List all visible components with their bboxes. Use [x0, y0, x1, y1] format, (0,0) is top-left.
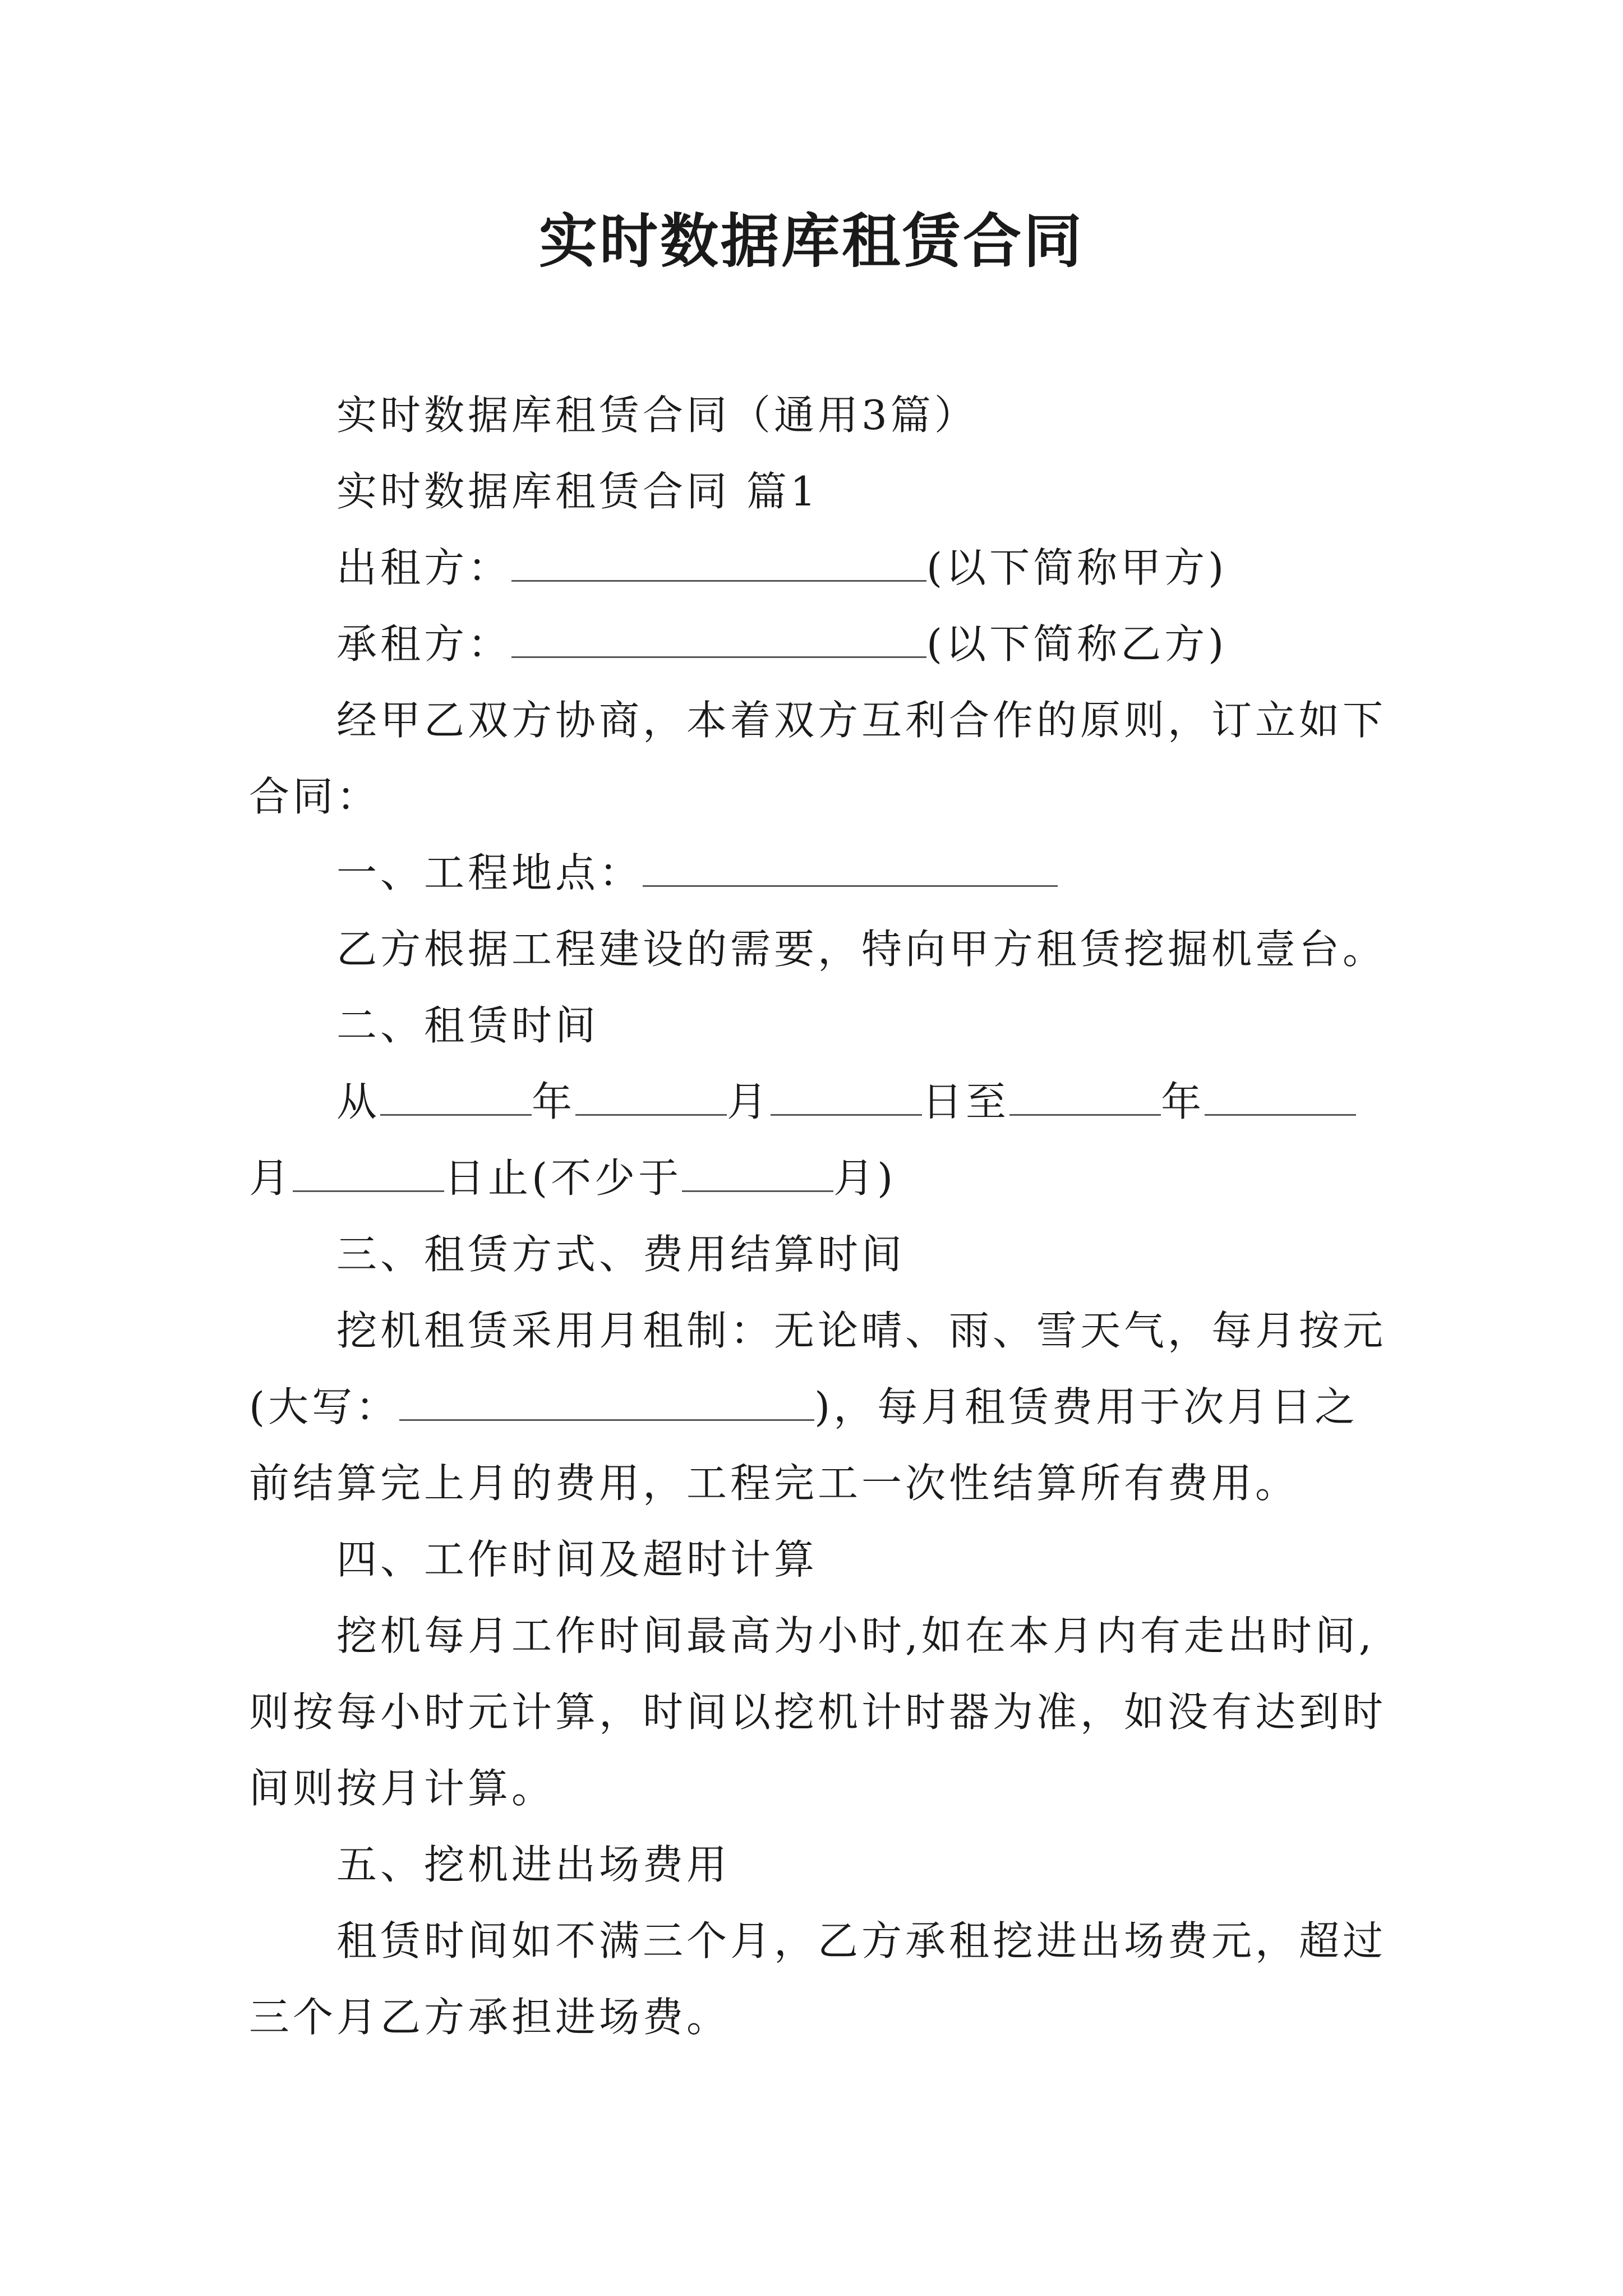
clause3-line1: 挖机租赁采用月租制：无论晴、雨、雪天气，每月按元 — [336, 1307, 1387, 1354]
clause4-heading: 四、工作时间及超时计算 — [336, 1536, 818, 1583]
clause4-line1: 挖机每月工作时间最高为小时,如在本月内有走出时间, — [336, 1612, 1375, 1659]
clause3-line2-suffix: )，每月租赁费用于次月日之 — [814, 1383, 1359, 1430]
lessor-label: 出租方： — [336, 544, 512, 591]
clause2-date-line2 — [249, 1150, 896, 1206]
clause1-text: 乙方根据工程建设的需要，特向甲方租赁挖掘机壹台。 — [336, 926, 1387, 973]
clause2-month3: 月) — [833, 1154, 897, 1202]
clause2-date-line1 — [336, 1074, 1356, 1130]
clause2-from: 从 — [336, 1078, 381, 1125]
clause4-line3: 间则按月计算。 — [249, 1765, 556, 1812]
project-location-blank[interactable] — [643, 846, 1058, 887]
document-subtitle: 实时数据库租赁合同（通用3篇） — [336, 392, 978, 439]
clause5-line1: 租赁时间如不满三个月，乙方承租挖进出场费元，超过 — [336, 1917, 1387, 1964]
amount-in-words-blank[interactable] — [399, 1380, 814, 1421]
clause3-line2-prefix: (大写： — [249, 1383, 400, 1430]
clause5-heading: 五、挖机进出场费用 — [336, 1841, 731, 1888]
clause5-line2: 三个月乙方承担进场费。 — [249, 1994, 731, 2041]
clause3-heading: 三、租赁方式、费用结算时间 — [336, 1231, 906, 1278]
clause2-day-end: 日止(不少于 — [444, 1154, 683, 1202]
document-title: 实时数据库租赁合同 — [538, 206, 1084, 275]
lessee-label: 承租方： — [336, 620, 512, 668]
clause2-year1: 年 — [532, 1078, 576, 1125]
end-year-blank[interactable] — [1009, 1075, 1161, 1116]
intro-paragraph-line2: 合同： — [249, 773, 381, 820]
lessee-line — [336, 616, 1227, 672]
clause2-month1: 月 — [727, 1078, 771, 1125]
clause2-month2: 月 — [249, 1154, 293, 1202]
clause1-heading-line — [336, 845, 1058, 901]
lessor-name-blank[interactable] — [511, 541, 926, 582]
section-heading: 实时数据库租赁合同 篇1 — [336, 468, 819, 515]
clause3-line2 — [249, 1379, 1358, 1435]
clause3-line3: 前结算完上月的费用，工程完工一次性结算所有费用。 — [249, 1460, 1299, 1507]
lessee-suffix: (以下简称乙方) — [926, 620, 1228, 668]
clause2-day-to: 日至 — [922, 1078, 1010, 1125]
end-day-blank[interactable] — [293, 1151, 444, 1192]
start-year-blank[interactable] — [380, 1075, 532, 1116]
end-month-blank[interactable] — [1205, 1075, 1356, 1116]
clause2-year2: 年 — [1161, 1078, 1205, 1125]
start-month-blank[interactable] — [575, 1075, 727, 1116]
clause4-line2: 则按每小时元计算，时间以挖机计时器为准，如没有达到时 — [249, 1688, 1387, 1736]
intro-paragraph-line1: 经甲乙双方协商，本着双方互利合作的原则，订立如下 — [336, 697, 1387, 744]
lessor-suffix: (以下简称甲方) — [926, 544, 1228, 591]
minimum-months-blank[interactable] — [682, 1151, 833, 1192]
clause1-heading: 一、工程地点： — [336, 849, 643, 896]
lessor-line — [336, 540, 1227, 596]
clause2-heading: 二、租赁时间 — [336, 1002, 600, 1049]
start-day-blank[interactable] — [771, 1075, 922, 1116]
lessee-name-blank[interactable] — [511, 617, 926, 658]
